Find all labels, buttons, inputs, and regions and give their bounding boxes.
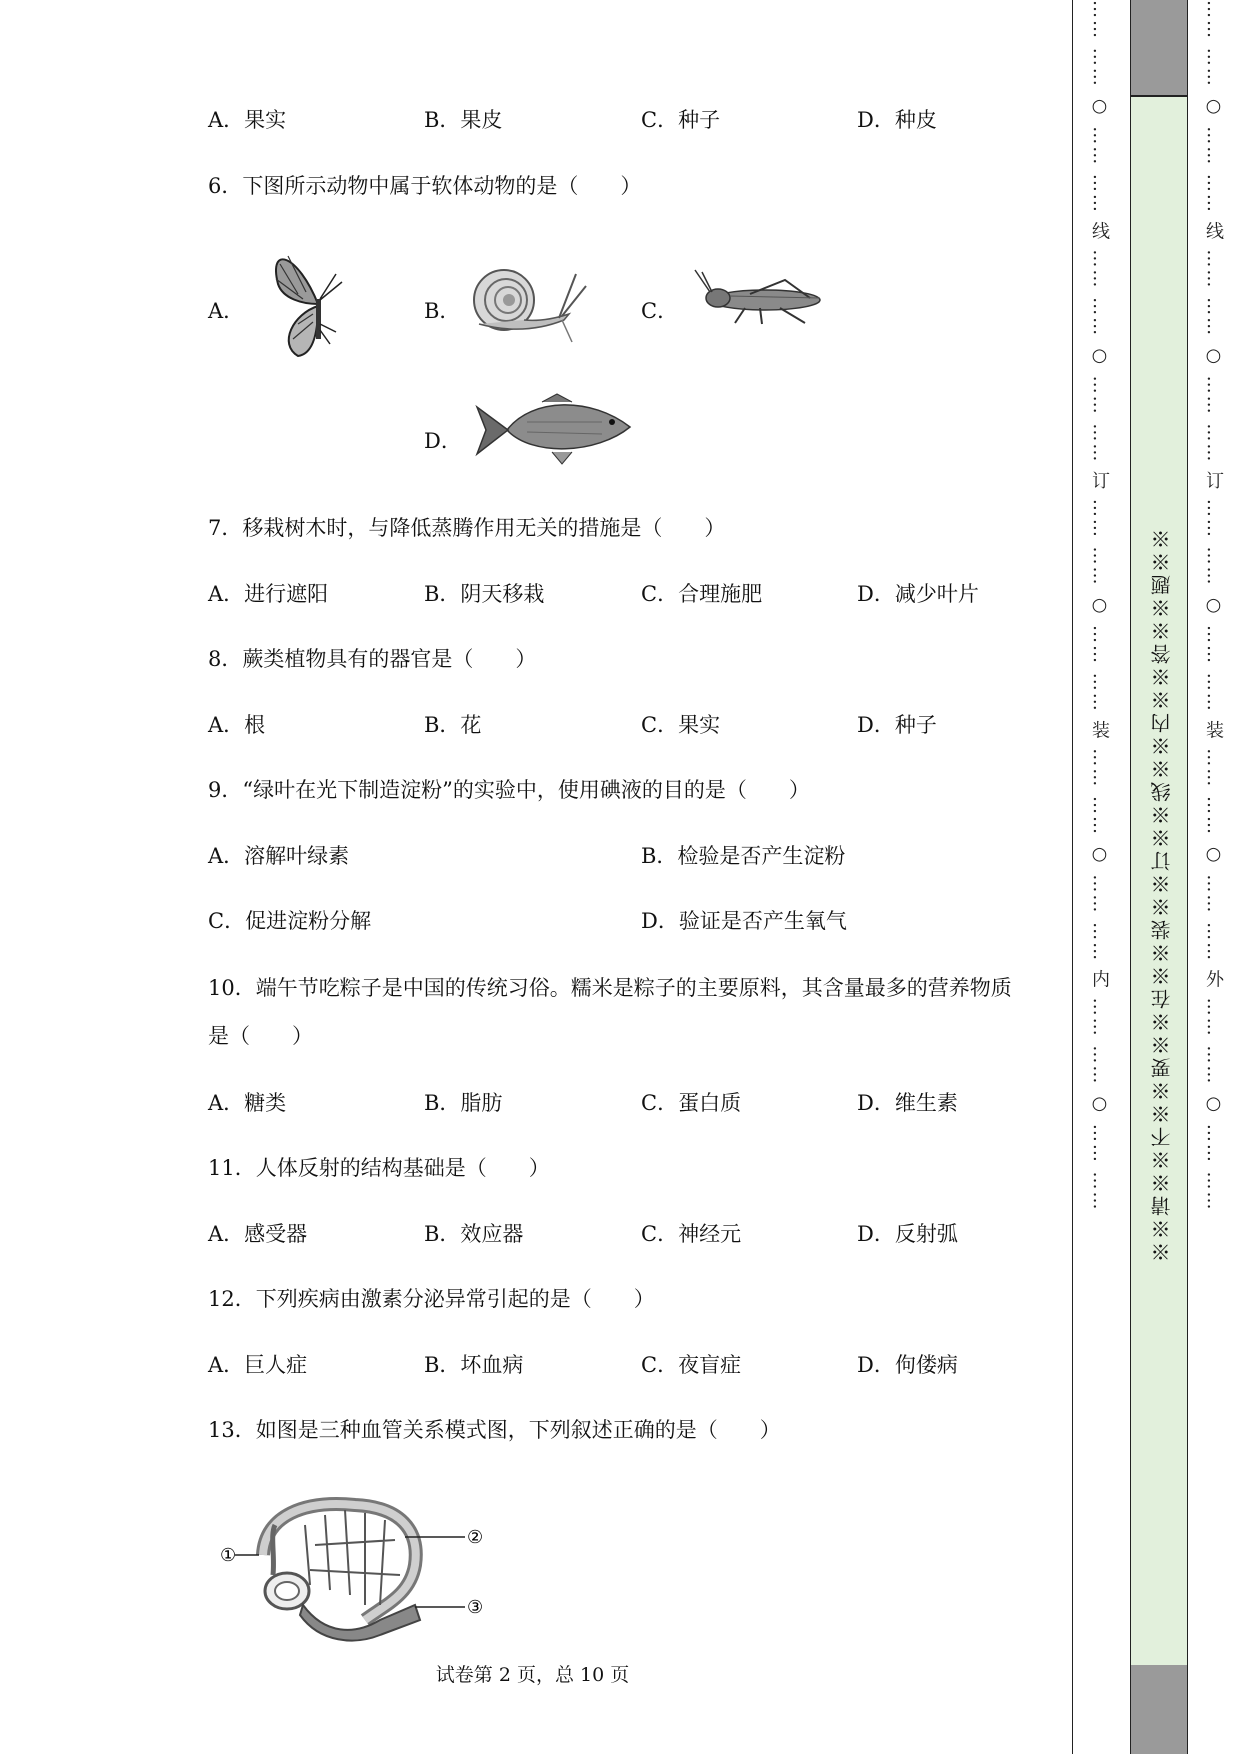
q8-option-b: B．花 (424, 713, 482, 737)
q6-label-c: C． (641, 299, 679, 323)
blood-vessel-diagram (215, 1495, 495, 1645)
q6-stem: 6．下图所示动物中属于软体动物的是（ ） (208, 174, 642, 198)
diagram-label-2: ② (467, 1527, 484, 1548)
diagram-label-3: ③ (467, 1597, 484, 1618)
snail-image (464, 264, 589, 344)
binding-top-block (1131, 0, 1187, 95)
q10-option-c: C．蛋白质 (641, 1091, 742, 1115)
q5-option-c: C．种子 (641, 108, 721, 132)
q5-option-a: A．果实 (208, 108, 287, 132)
q9-option-c: C．促进淀粉分解 (208, 909, 372, 933)
q10-option-b: B．脂肪 (424, 1091, 503, 1115)
q12-stem: 12．下列疾病由激素分泌异常引起的是（ ） (208, 1287, 655, 1311)
fish-image (472, 392, 632, 472)
q11-option-d: D．反射弧 (857, 1222, 958, 1246)
q6-label-d: D． (424, 429, 462, 453)
q5-option-d: D．种皮 (857, 108, 937, 132)
binding-margin (1072, 0, 1240, 1754)
q7-stem: 7．移栽树木时，与降低蒸腾作用无关的措施是（ ） (208, 516, 726, 540)
q9-option-d: D．验证是否产生氧气 (641, 909, 847, 933)
binding-left-border (1072, 0, 1073, 1754)
q13-stem: 13．如图是三种血管关系模式图，下列叙述正确的是（ ） (208, 1418, 781, 1442)
q8-stem: 8．蕨类植物具有的器官是（ ） (208, 647, 537, 671)
inner-dot-column: …… …… ○ …… …… 线 …… …… ○ …… …… 订 …… …… ○ …… …… 装 …… …… ○ …… …… 内 …… …… ○ …… …… (1089, 0, 1110, 1212)
q9-option-b: B．检验是否产生淀粉 (641, 844, 846, 868)
q10-stem-line2: 是（ ） (208, 1024, 313, 1048)
outer-dot-column: …… …… ○ …… …… 线 …… …… ○ …… …… 订 …… …… ○ …… …… 装 …… …… ○ …… …… 外 …… …… ○ …… …… (1203, 0, 1224, 1212)
q8-option-c: C．果实 (641, 713, 721, 737)
q8-option-d: D．种子 (857, 713, 937, 737)
q5-option-b: B．果皮 (424, 108, 503, 132)
binding-warning-text: ※※请※※不※※要※※在※※装※※订※※线※※内※※答※※题※※ (1150, 526, 1174, 1262)
q11-option-b: B．效应器 (424, 1222, 524, 1246)
q10-option-a: A．糖类 (208, 1091, 287, 1115)
q6-label-b: B． (424, 299, 461, 323)
q12-option-c: C．夜盲症 (641, 1353, 742, 1377)
q10-stem-line1: 10．端午节吃粽子是中国的传统习俗。糯米是粽子的主要原料，其含量最多的营养物质 (208, 976, 1012, 1000)
q8-option-a: A．根 (208, 713, 266, 737)
page-footer: 试卷第 2 页，总 10 页 (435, 1664, 630, 1686)
q7-option-d: D．减少叶片 (857, 582, 979, 606)
q9-option-a: A．溶解叶绿素 (208, 844, 350, 868)
binding-bottom-block (1131, 1665, 1187, 1754)
diagram-label-1: ① (220, 1545, 237, 1566)
q12-option-d: D．佝偻病 (857, 1353, 958, 1377)
butterfly-image (258, 244, 378, 364)
q7-option-b: B．阴天移栽 (424, 582, 545, 606)
q12-option-a: A．巨人症 (208, 1353, 308, 1377)
q11-option-a: A．感受器 (208, 1222, 308, 1246)
q7-option-a: A．进行遮阳 (208, 582, 329, 606)
q9-stem: 9．“绿叶在光下制造淀粉”的实验中，使用碘液的目的是（ ） (208, 778, 810, 802)
grasshopper-image (690, 268, 840, 328)
q10-option-d: D．维生素 (857, 1091, 958, 1115)
q11-stem: 11．人体反射的结构基础是（ ） (208, 1156, 550, 1180)
q11-option-c: C．神经元 (641, 1222, 742, 1246)
q12-option-b: B．坏血病 (424, 1353, 524, 1377)
binding-outer-border (1187, 0, 1188, 1754)
q6-label-a: A． (208, 299, 245, 323)
q7-option-c: C．合理施肥 (641, 582, 763, 606)
